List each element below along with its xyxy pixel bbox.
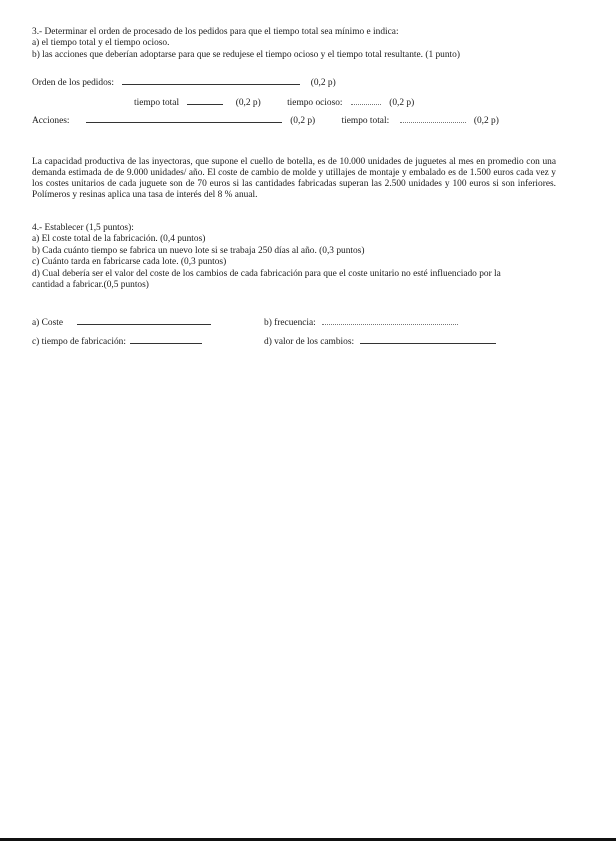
tiempo-total2-label: tiempo total: [341, 116, 390, 126]
ans-frecuencia-line[interactable] [322, 315, 458, 325]
q3-item-a: a) el tiempo total y el tiempo ocioso. [32, 38, 170, 48]
q4-item-b: b) Cada cuánto tiempo se fabrica un nuevo lote si se trabaja 250 días al año. (0,3 puntos) [32, 246, 365, 256]
ans-coste-row [32, 315, 211, 329]
orden-pedidos-answer-line[interactable] [122, 75, 300, 85]
tiempo-total-answer-line[interactable] [187, 95, 223, 105]
q4-item-c: c) Cuánto tarda en fabricarse cada lote. (0,3 puntos) [32, 257, 227, 267]
scan-bottom-edge [0, 838, 616, 841]
q4-paragraph: La capacidad productiva de las inyectoras, que supone el cuello de botella, es de 10.000 unidades de juguetes al mes en promedio con una demanda estimada de de 9.000 unidades/ año. El coste de cambio de molde y utillajes de montaje y embalado es de 1.500 euros cada vez y los costes unitarios de cada juguete son de 70 euros si las cantidades fabricadas superan las 2.500 unidades y 100 euros si son inferiores. Polímeros y resinas aplica una tasa de interés del 8 % anual. [32, 157, 556, 200]
tiempos-row [134, 95, 414, 109]
ans-cambios-label: d) valor de los cambios: [264, 337, 355, 347]
orden-pedidos-row [32, 75, 336, 89]
acciones-row [32, 113, 499, 127]
ans-frecuencia-label: b) frecuencia: [264, 318, 316, 328]
ans-tiempo-label: c) tiempo de fabricación: [32, 337, 126, 347]
q4-item-a: a) El coste total de la fabricación. (0,4 puntos) [32, 234, 206, 244]
ans-cambios-line[interactable] [360, 334, 496, 344]
tiempo-total2-answer-line[interactable] [400, 113, 466, 123]
q3-title: 3.- Determinar el orden de procesado de los pedidos para que el tiempo total sea mínimo e indica: [32, 27, 399, 37]
q4-title: 4.- Establecer (1,5 puntos): [32, 223, 134, 233]
ans-cambios-row [264, 334, 496, 348]
acciones-points: (0,2 p) [290, 116, 316, 126]
ans-tiempo-row [32, 334, 202, 348]
orden-pedidos-label: Orden de los pedidos: [32, 78, 115, 88]
tiempo-total-label: tiempo total [134, 98, 180, 108]
ans-tiempo-line[interactable] [130, 334, 202, 344]
ans-coste-line[interactable] [77, 315, 211, 325]
acciones-answer-line[interactable] [86, 113, 282, 123]
ans-frecuencia-row [264, 315, 458, 329]
tiempo-ocioso-points: (0,2 p) [389, 98, 415, 108]
q4-item-d: d) Cual debería ser el valor del coste de los cambios de cada fabricación para que el coste unitario no esté influenciado por la cantidad a fabricar.(0,5 puntos) [32, 269, 501, 290]
orden-pedidos-points: (0,2 p) [310, 78, 336, 88]
tiempo-ocioso-answer-line[interactable] [351, 95, 381, 105]
tiempo-ocioso-label: tiempo ocioso: [287, 98, 343, 108]
tiempo-total2-points: (0,2 p) [473, 116, 499, 126]
ans-coste-label: a) Coste [32, 318, 63, 328]
tiempo-total-points: (0,2 p) [235, 98, 261, 108]
acciones-label: Acciones: [32, 116, 70, 126]
q3-item-b: b) las acciones que deberían adoptarse para que se redujese el tiempo ocioso y el tiempo total resultante. (1 punto) [32, 50, 460, 60]
